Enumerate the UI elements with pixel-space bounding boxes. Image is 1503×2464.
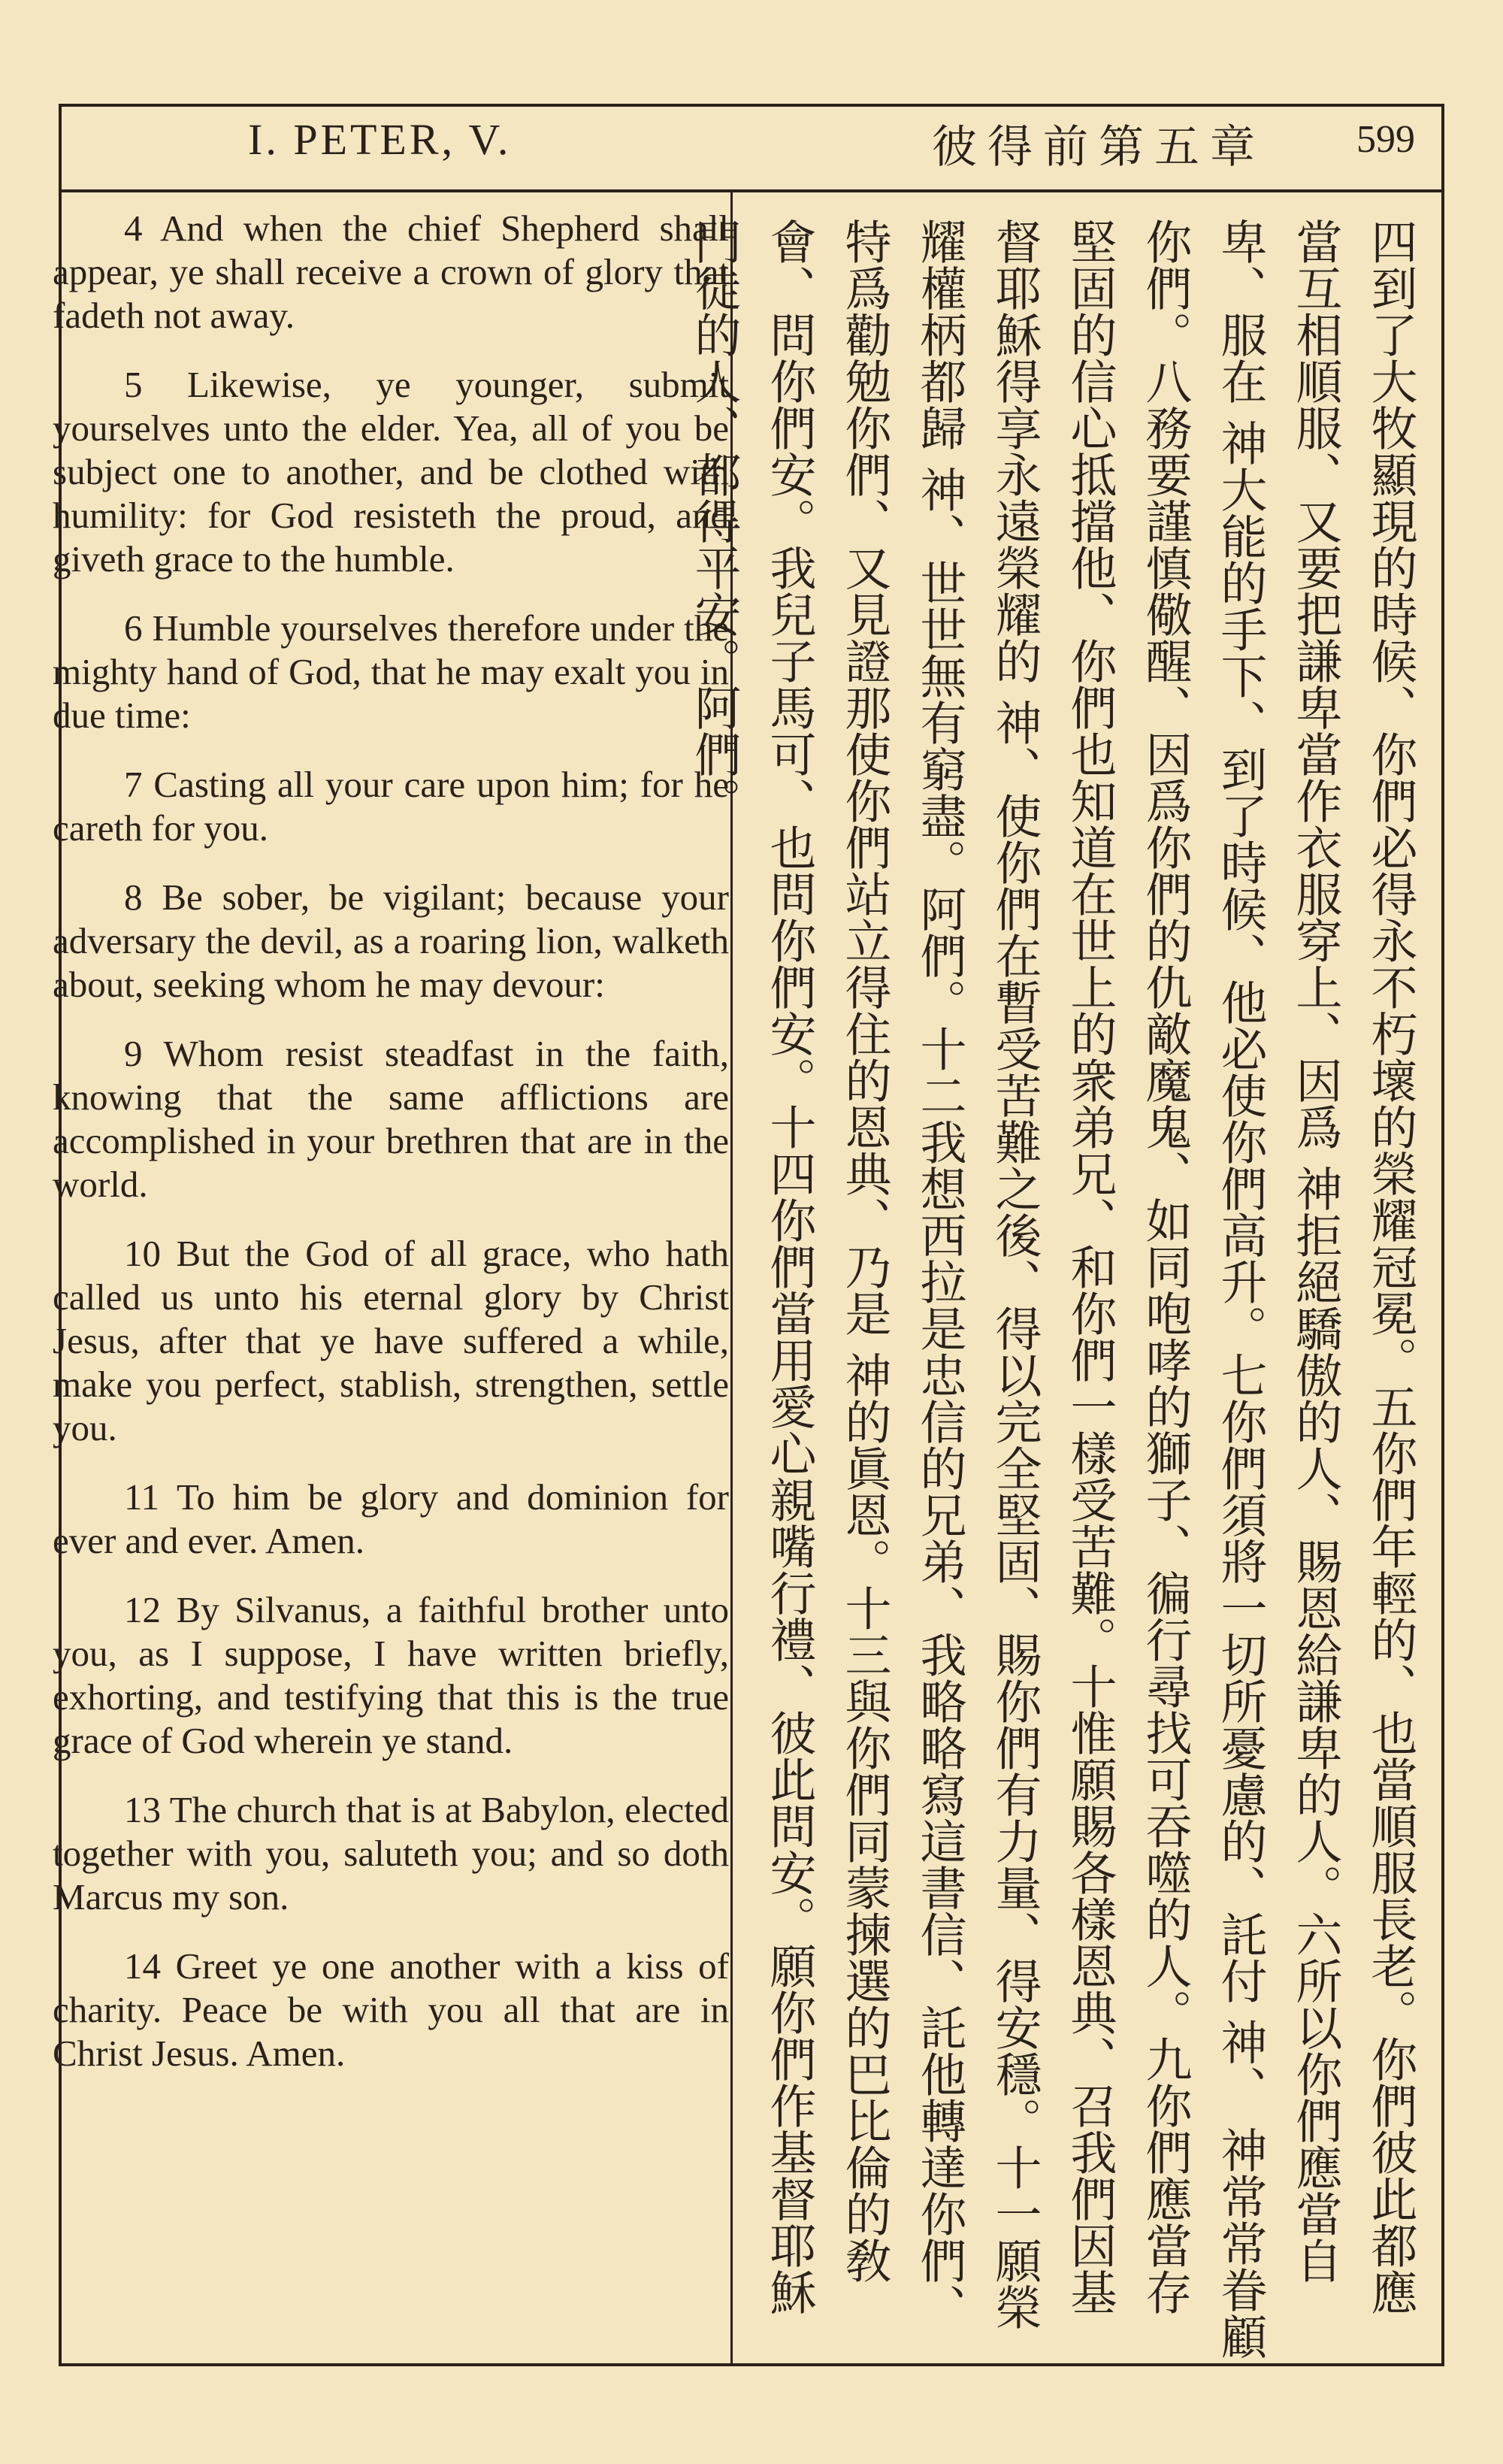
running-head-english: I. PETER, V. xyxy=(248,115,512,164)
verse-7: 7 Casting all your care upon him; for he careth for you. xyxy=(53,764,729,849)
verse-12: 12 By Silvanus, a faithful brother unto you, as I suppose, I have written briefly, exhorting, and testifying that this is the true grace of God wherein ye stand. xyxy=(53,1589,729,1761)
verse-9: 9 Whom resist steadfast in the faith, knowing that the same afflictions are accomplished in your brethren that are in the world. xyxy=(53,1033,729,1205)
running-head-chinese: 彼得前第五章 xyxy=(932,121,1266,174)
verse-10: 10 But the God of all grace, who hath called us unto his eternal glory by Christ Jesus, after that ye have suffered a while, make you perfect, stablish, strengthen, settle you. xyxy=(53,1233,729,1448)
verse-14: 14 Greet ye one another with a kiss of charity. Peace be with you all that are in Christ Jesus. Amen. xyxy=(53,1945,729,2074)
page-number: 599 xyxy=(1356,118,1415,161)
verse-5: 5 Likewise, ye younger, submit yourselves unto the elder. Yea, all of you be subject one to another, and be clothed with humility: for God resisteth the proud, and giveth grace to the humble. xyxy=(53,364,729,580)
verse-4: 4 And when the chief Shepherd shall appear, ye shall receive a crown of glory that fadeth not away. xyxy=(53,207,729,336)
english-column xyxy=(53,207,729,2101)
chinese-column: 四到了大牧顯現的時候、你們必得永不朽壞的榮耀冠冕。五你們年輕的、也當順服長老。你們彼此都應當互相順服、又要把謙卑當作衣服穿上、因爲 神拒絕驕傲的人、賜恩給謙卑的人。六所以你們應當自卑、服在 神大能的手下、到了時候、他必使你們高升。七你們須將一切所憂慮的、託付 神、 神常常眷顧你們。八務要謹慎儆醒、因爲你們的仇敵魔鬼、如同咆哮的獅子、徧行尋找可吞噬的人。九你們應當存堅固的信心抵擋他、你們也知道在世上的衆弟兄、和你們一樣受苦難。十惟願賜各樣恩典、召我們因基督耶穌得享永遠榮耀的 神、使你們在暫受苦難之後、得以完全堅固、賜你們有力量、得安穩。十一願榮耀權柄都歸 神、世世無有窮盡。阿們。十二我想西拉是忠信的兄弟、我略略寫這書信、託他轉達你們、特爲勸勉你們、又見證那使你們站立得住的恩典、乃是 神的眞恩。十三與你們同蒙揀選的巴比倫的敎會、問你們安。我兒子馬可、也問你們安。十四你們當用愛心親嘴行禮、彼此問安。願你們作基督耶穌門徒的人、都得平安。阿們。 xyxy=(687,218,1418,2360)
verse-6: 6 Humble yourselves therefore under the mighty hand of God, that he may exalt you in due time: xyxy=(53,607,729,736)
verse-11: 11 To him be glory and dominion for ever and ever. Amen. xyxy=(53,1476,729,1561)
header-divider xyxy=(59,189,1444,192)
verse-13: 13 The church that is at Babylon, elected together with you, saluteth you; and so doth Marcus my son. xyxy=(53,1789,729,1918)
verse-8: 8 Be sober, be vigilant; because your adversary the devil, as a roaring lion, walketh about, seeking whom he may devour: xyxy=(53,876,729,1005)
